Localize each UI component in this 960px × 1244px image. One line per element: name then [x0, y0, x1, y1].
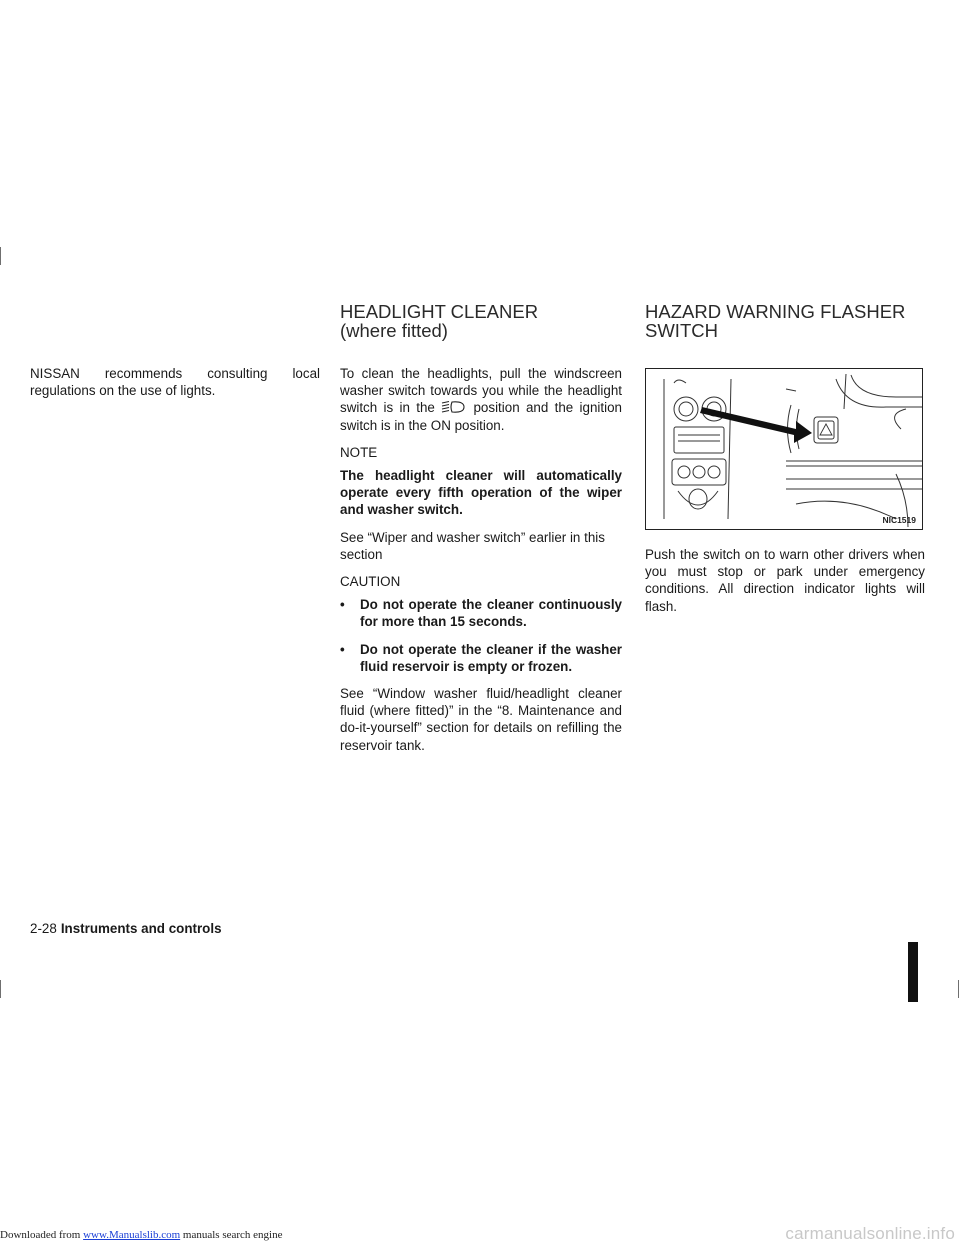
crop-mark	[958, 980, 959, 998]
figure-label: NIC1519	[882, 515, 916, 525]
banner-suffix: manuals search engine	[182, 1229, 283, 1241]
caution-item	[340, 641, 622, 675]
crop-mark	[0, 980, 1, 998]
see-window-text: See “Window washer fluid/headlight cleaner fluid (where fitted)” in the “8. Maintenance and do-it-yourself” section for details on refilling the reservoir tank.	[340, 686, 622, 753]
download-banner	[0, 1229, 282, 1241]
hazard-heading	[645, 302, 905, 340]
intro-paragraph: NISSAN recommends consulting local regulations on the use of lights.	[30, 366, 320, 399]
heading-line: HAZARD WARNING FLASHER	[645, 301, 906, 322]
heading-line: (where fitted)	[340, 320, 448, 341]
watermark: carmanualsonline.info	[785, 1224, 955, 1243]
caution-item	[340, 596, 622, 630]
crop-mark	[0, 247, 1, 265]
hazard-description: Push the switch on to warn other drivers when you must stop or park under emergency conditions. All direction indicator lights will flash.	[645, 547, 925, 614]
column-middle	[340, 365, 622, 764]
column-left	[30, 365, 320, 409]
caution-item-text: Do not operate the cleaner if the washer fluid reservoir is empty or frozen.	[360, 641, 622, 674]
see-wiper-text: See “Wiper and washer switch” earlier in this section	[340, 529, 605, 562]
heading-line: SWITCH	[645, 320, 718, 341]
bullet-icon: •	[340, 597, 345, 613]
manualslib-link[interactable]: www.Manualslib.com	[83, 1229, 181, 1241]
column-right	[645, 546, 925, 625]
headlight-on-icon	[441, 400, 467, 414]
hazard-switch-illustration	[645, 368, 923, 530]
instruction-text-2: position and the ignition switch is in the ON position.	[340, 400, 622, 433]
bullet-icon: •	[340, 641, 345, 657]
section-title: Instruments and controls	[60, 921, 222, 936]
heading-line: HEADLIGHT CLEANER	[340, 301, 539, 322]
note-text: The headlight cleaner will automatically operate every fifth operation of the wiper and washer switch.	[340, 468, 622, 518]
page-footer	[30, 921, 222, 936]
headlight-instructions	[340, 365, 622, 434]
dashboard-drawing	[646, 369, 922, 529]
banner-prefix: Downloaded from	[0, 1229, 81, 1241]
headlight-cleaner-heading	[340, 302, 538, 340]
page-number: 2-28	[30, 921, 57, 936]
note-label: NOTE	[340, 444, 378, 460]
instruction-text-1: To clean the headlights, pull the windscreen washer switch towards you while the headlight switch is in the	[340, 366, 622, 416]
caution-label: CAUTION	[340, 574, 401, 590]
caution-item-text: Do not operate the cleaner continuously for more than 15 seconds.	[360, 597, 622, 630]
section-tab-marker	[908, 942, 918, 1002]
